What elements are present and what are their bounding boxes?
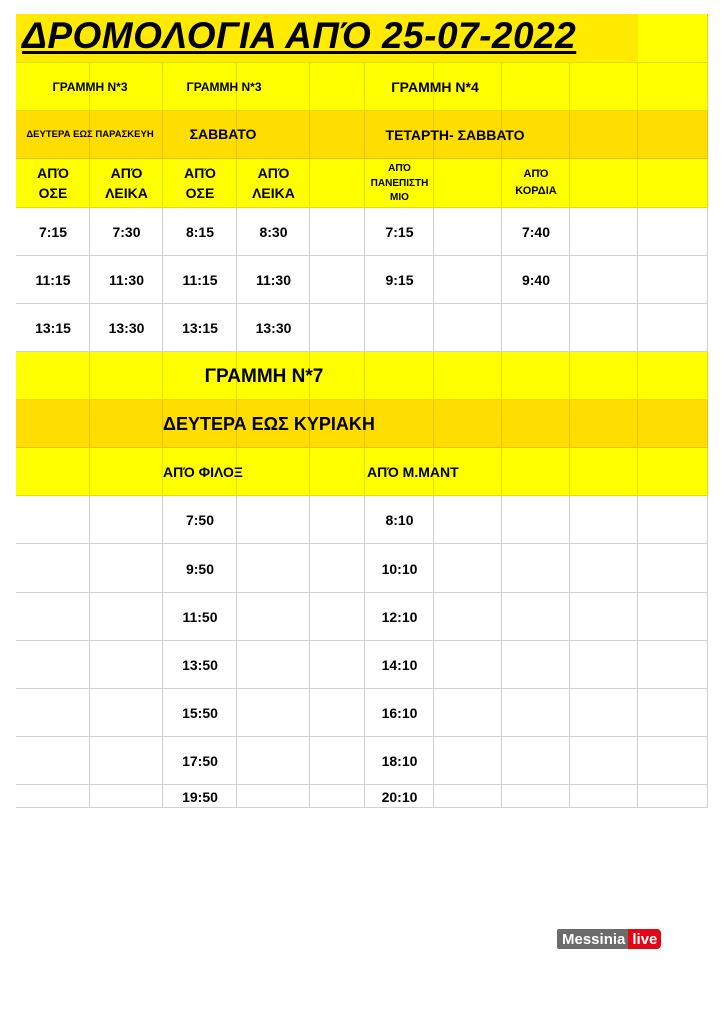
grid-cell	[16, 689, 90, 737]
grid-cell	[434, 785, 502, 808]
grid-cell	[434, 352, 502, 400]
line4-label: ΓΡΑΜΜΗ Ν*4	[391, 79, 479, 95]
days-wed-sat-label: ΤΕΤΑΡΤΗ- ΣΑΒΒΑΤΟ	[385, 127, 525, 143]
grid-cell	[237, 544, 310, 593]
time-cell: 11:50	[182, 609, 218, 625]
grid-cell	[570, 689, 638, 737]
grid-cell	[310, 63, 365, 111]
grid-cell	[638, 159, 708, 208]
grid-cell	[16, 737, 90, 785]
grid-cell	[638, 496, 708, 544]
grid-cell	[570, 14, 638, 63]
grid-cell	[502, 785, 570, 808]
time-cell: 14:10	[381, 657, 418, 673]
grid-cell	[502, 448, 570, 496]
grid-cell	[570, 159, 638, 208]
grid-cell	[16, 593, 90, 641]
grid-cell	[570, 593, 638, 641]
grid-cell	[638, 737, 708, 785]
grid-cell	[237, 689, 310, 737]
grid-cell	[570, 304, 638, 352]
grid-cell	[638, 400, 708, 448]
time-cell: 20:10	[381, 789, 418, 805]
grid-cell	[502, 496, 570, 544]
time-cell: 8:15	[185, 224, 215, 240]
time-cell: 7:15	[38, 224, 68, 240]
grid-cell	[502, 641, 570, 689]
grid-cell	[638, 256, 708, 304]
time-cell: 9:15	[385, 272, 414, 288]
grid-cell	[570, 208, 638, 256]
grid-cell	[16, 448, 90, 496]
grid-cell	[638, 593, 708, 641]
line3-a-label: ΓΡΑΜΜΗ Ν*3	[52, 80, 128, 94]
grid-cell	[502, 304, 570, 352]
grid-cell	[310, 641, 365, 689]
time-cell: 7:15	[385, 224, 414, 240]
time-cell: 11:30	[255, 272, 292, 288]
grid-cell	[90, 785, 163, 808]
grid-cell	[310, 304, 365, 352]
grid-cell	[434, 689, 502, 737]
grid-cell	[16, 785, 90, 808]
grid-cell	[237, 785, 310, 808]
grid-cell	[638, 352, 708, 400]
line7-title: ΓΡΑΜΜΗ Ν*7	[204, 366, 324, 387]
grid-cell	[434, 256, 502, 304]
from-ose-header: ΑΠΌ ΟΣΕ	[184, 165, 216, 201]
grid-cell	[502, 352, 570, 400]
grid-cell	[570, 737, 638, 785]
grid-cell	[310, 544, 365, 593]
grid-cell	[638, 448, 708, 496]
from-leika-header: ΑΠΌ ΛΕΙΚΑ	[252, 165, 295, 201]
grid-cell	[237, 593, 310, 641]
time-cell: 7:40	[521, 224, 551, 240]
grid-cell	[638, 111, 708, 159]
grid-cell	[570, 785, 638, 808]
time-cell: 19:50	[182, 789, 218, 805]
grid-cell	[310, 593, 365, 641]
grid-cell	[570, 496, 638, 544]
time-cell: 7:30	[112, 224, 141, 240]
time-cell: 11:30	[108, 272, 145, 288]
grid-cell	[570, 641, 638, 689]
grid-cell	[434, 496, 502, 544]
grid-cell	[310, 737, 365, 785]
days-saturday-label: ΣΑΒΒΑΤΟ	[189, 126, 257, 142]
time-cell: 13:30	[108, 320, 145, 336]
days-mon-fri-label: ΔΕΥΤΕΡΑ ΕΩΣ ΠΑΡΑΣΚΕΥΗ	[26, 129, 154, 140]
grid-cell	[90, 400, 163, 448]
grid-cell	[16, 400, 90, 448]
time-cell: 13:15	[35, 320, 71, 336]
grid-cell	[310, 256, 365, 304]
grid-cell	[502, 689, 570, 737]
grid-cell	[638, 14, 708, 63]
grid-cell	[310, 496, 365, 544]
grid-cell	[310, 208, 365, 256]
timetable-sheet	[16, 14, 708, 808]
grid-cell	[90, 496, 163, 544]
line3-b-label: ΓΡΑΜΜΗ Ν*3	[186, 80, 262, 94]
grid-cell	[570, 256, 638, 304]
time-cell: 11:15	[35, 272, 71, 288]
grid-cell	[16, 641, 90, 689]
grid-cell	[310, 159, 365, 208]
grid-cell	[434, 304, 502, 352]
time-cell: 13:50	[182, 657, 218, 673]
time-cell: 18:10	[381, 753, 418, 769]
time-cell: 16:10	[381, 705, 418, 721]
grid-cell	[638, 63, 708, 111]
grid-cell	[90, 544, 163, 593]
grid-cell	[638, 689, 708, 737]
from-university-header: ΑΠΌ ΠΑΝΕΠΙΣΤΗ ΜΙΟ	[370, 163, 429, 203]
time-cell: 12:10	[381, 609, 418, 625]
grid-cell	[638, 544, 708, 593]
grid-cell	[502, 63, 570, 111]
from-ose-header: ΑΠΌ ΟΣΕ	[37, 165, 69, 201]
grid-cell	[90, 352, 163, 400]
grid-cell	[570, 544, 638, 593]
time-cell: 8:10	[385, 512, 414, 528]
grid-cell	[90, 689, 163, 737]
time-cell: 7:50	[185, 512, 215, 528]
time-cell: 15:50	[182, 705, 218, 721]
time-cell: 13:15	[182, 320, 218, 336]
grid-cell	[365, 352, 434, 400]
grid-cell	[570, 352, 638, 400]
grid-cell	[434, 400, 502, 448]
grid-cell	[310, 689, 365, 737]
grid-cell	[434, 159, 502, 208]
grid-cell	[434, 208, 502, 256]
from-mmant-header: ΑΠΌ Μ.ΜΑΝΤ	[367, 464, 459, 480]
grid-cell	[434, 544, 502, 593]
grid-cell	[638, 208, 708, 256]
grid-cell	[310, 111, 365, 159]
grid-cell	[638, 641, 708, 689]
grid-cell	[570, 111, 638, 159]
grid-cell	[502, 544, 570, 593]
from-leika-header: ΑΠΌ ΛΕΙΚΑ	[105, 165, 148, 201]
grid-cell	[502, 737, 570, 785]
messinia-live-logo	[557, 929, 661, 949]
line7-days-label: ΔΕΥΤΕΡΑ ΕΩΣ ΚΥΡΙΑΚΗ	[163, 414, 375, 434]
time-cell: 9:40	[521, 272, 551, 288]
time-cell: 10:10	[381, 561, 418, 577]
grid-cell	[16, 496, 90, 544]
grid-cell	[570, 448, 638, 496]
time-cell: 9:50	[185, 561, 215, 577]
time-cell: 8:30	[259, 224, 288, 240]
grid-cell	[638, 304, 708, 352]
from-filox-header: ΑΠΌ ΦΙΛΟΞ	[163, 464, 243, 480]
grid-cell	[570, 400, 638, 448]
from-kordia-header: ΑΠΌ ΚΟΡΔΙΑ	[515, 168, 557, 197]
time-cell: 11:15	[182, 272, 218, 288]
grid-cell	[90, 641, 163, 689]
time-cell: 17:50	[182, 753, 218, 769]
logo-right-text: live	[628, 929, 661, 949]
grid-cell	[502, 400, 570, 448]
grid-cell	[237, 496, 310, 544]
grid-cell	[434, 737, 502, 785]
grid-cell	[365, 304, 434, 352]
grid-cell	[16, 352, 90, 400]
logo-left-text: Messinia	[557, 929, 628, 949]
grid-cell	[90, 593, 163, 641]
grid-cell	[310, 448, 365, 496]
grid-cell	[90, 448, 163, 496]
grid-cell	[237, 641, 310, 689]
grid-cell	[90, 737, 163, 785]
time-cell: 13:30	[255, 320, 292, 336]
grid-cell	[16, 544, 90, 593]
grid-cell	[434, 641, 502, 689]
grid-cell	[434, 593, 502, 641]
page-title: ΔΡΟΜΟΛΟΓΙΑ ΑΠΌ 25-07-2022	[22, 15, 577, 56]
grid-cell	[502, 593, 570, 641]
grid-cell	[638, 785, 708, 808]
grid-cell	[237, 737, 310, 785]
grid-cell	[310, 785, 365, 808]
grid-cell	[570, 63, 638, 111]
